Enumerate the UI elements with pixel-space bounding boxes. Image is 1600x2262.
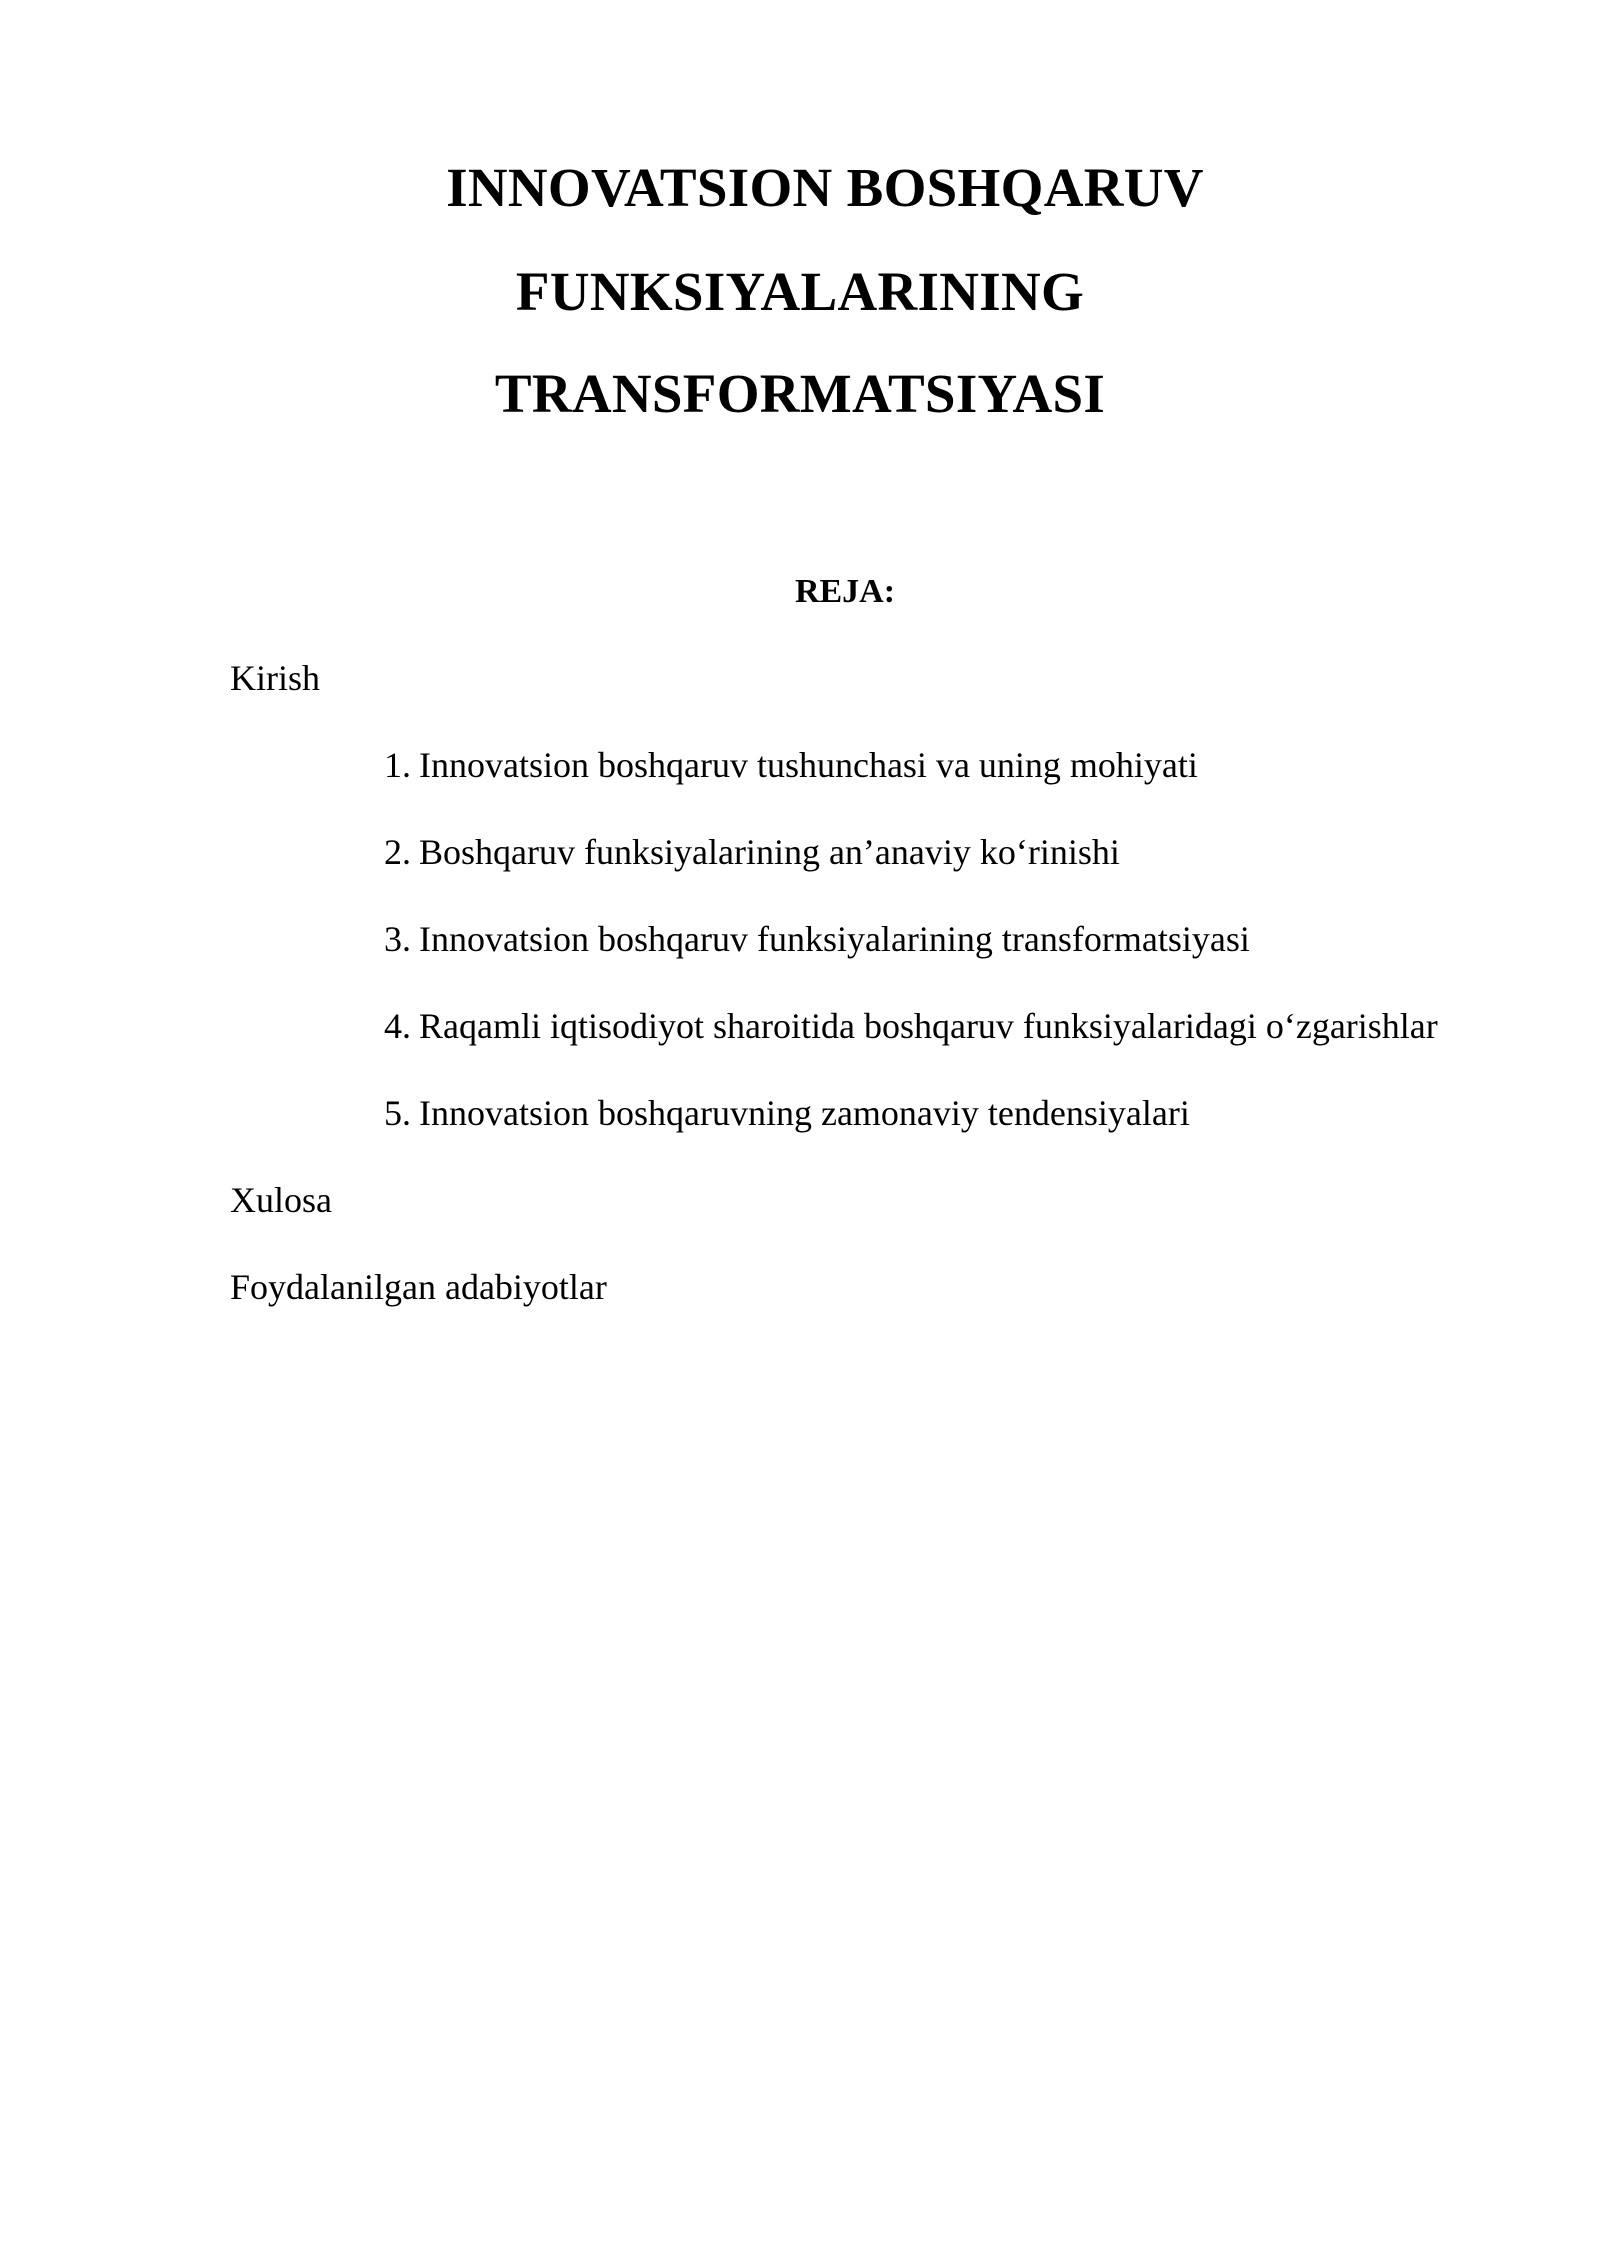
title-line-3: TRANSFORMATSIYASI — [494, 363, 1106, 424]
plan-item-5 — [384, 1091, 1190, 1135]
plan-item-text: Boshqaruv funksiyalarining an’anaviy ko‘rinishi — [419, 832, 1120, 872]
plan-item-text: Innovatsion boshqaruvning zamonaviy tendensiyalari — [419, 1093, 1190, 1133]
title-line-1: INNOVATSION BOSHQARUV — [446, 157, 1204, 218]
plan-item-number: 3. — [384, 919, 411, 959]
plan-item-text: Innovatsion boshqaruv tushunchasi va uning mohiyati — [419, 745, 1198, 785]
plan-item-number: 1. — [384, 745, 411, 785]
intro-entry: Kirish — [230, 658, 320, 698]
plan-heading: REJA: — [794, 573, 896, 610]
plan-item-text: Raqamli iqtisodiyot sharoitida boshqaruv funksiyalaridagi o‘zgarishlar — [419, 1006, 1438, 1046]
plan-item-4 — [384, 1004, 1438, 1048]
references-entry: Foydalanilgan adabiyotlar — [230, 1267, 607, 1307]
plan-item-number: 4. — [384, 1006, 411, 1046]
plan-item-2 — [384, 830, 1120, 874]
plan-item-1 — [384, 743, 1198, 787]
title-line-2: FUNKSIYALARINING — [515, 261, 1085, 322]
plan-item-number: 2. — [384, 832, 411, 872]
plan-item-3 — [384, 917, 1250, 961]
plan-item-text: Innovatsion boshqaruv funksiyalarining transformatsiyasi — [419, 919, 1250, 959]
plan-item-number: 5. — [384, 1093, 411, 1133]
conclusion-entry: Xulosa — [230, 1180, 332, 1220]
